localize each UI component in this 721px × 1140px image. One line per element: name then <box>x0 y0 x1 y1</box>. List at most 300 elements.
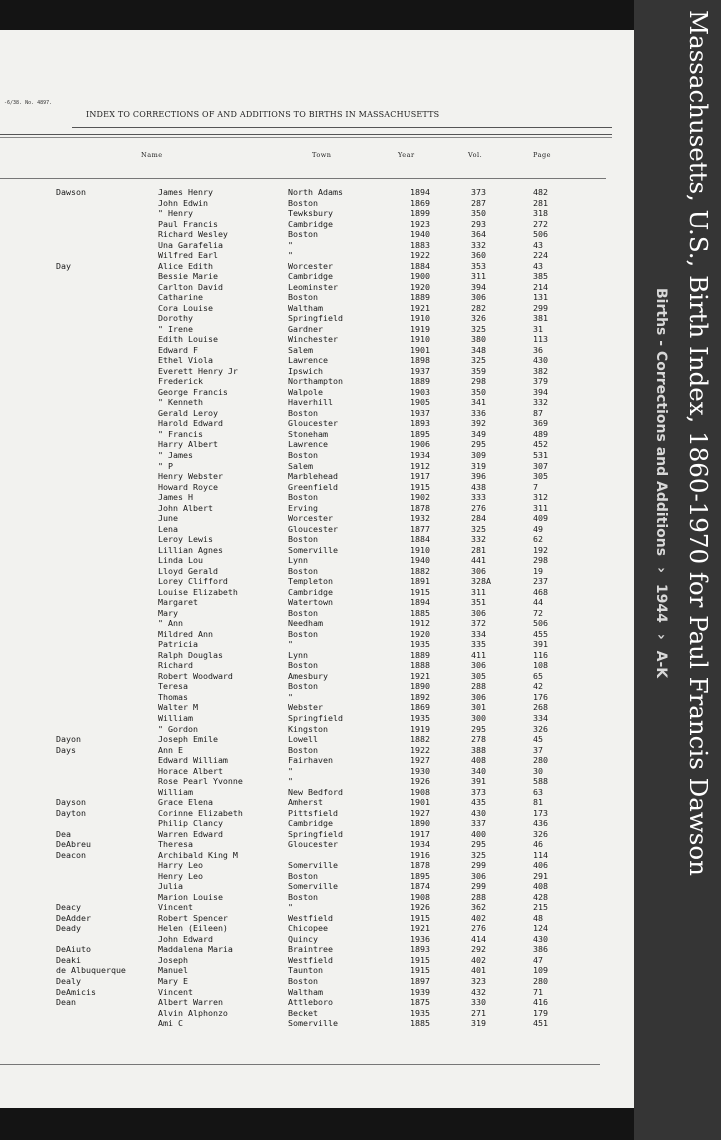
breadcrumb-separator: › <box>653 633 669 640</box>
volume: 271 <box>471 1007 486 1018</box>
year: 1936 <box>410 933 430 944</box>
index-row <box>0 997 634 1008</box>
given-name: Louise Elizabeth <box>158 586 238 597</box>
index-row <box>0 587 634 598</box>
page-number: 214 <box>533 281 548 292</box>
index-row <box>0 797 634 808</box>
breadcrumb-range[interactable]: A-K <box>653 650 669 679</box>
page-number: 298 <box>533 555 548 566</box>
volume: 282 <box>471 302 486 313</box>
town: Springfield <box>288 828 343 839</box>
year: 1915 <box>410 586 430 597</box>
town: Becket <box>288 1007 318 1018</box>
year: 1917 <box>410 828 430 839</box>
index-row <box>0 555 634 566</box>
town: Worcester <box>288 513 333 524</box>
page-number: 452 <box>533 439 548 450</box>
page-number: 31 <box>533 323 543 334</box>
volume: 336 <box>471 407 486 418</box>
year: 1908 <box>410 891 430 902</box>
year: 1912 <box>410 460 430 471</box>
town: Greenfield <box>288 481 338 492</box>
given-name: Thomas <box>158 691 188 702</box>
year: 1878 <box>410 502 430 513</box>
given-name: Dorothy <box>158 313 193 324</box>
index-row <box>0 282 634 293</box>
given-name: Vincent <box>158 986 193 997</box>
given-name: Lloyd Gerald <box>158 565 218 576</box>
year: 1891 <box>410 576 430 587</box>
index-row <box>0 650 634 661</box>
index-row <box>0 766 634 777</box>
given-name: Bessie Marie <box>158 271 218 282</box>
surname: Deaki <box>56 954 81 965</box>
volume: 350 <box>471 386 486 397</box>
page-number: 224 <box>533 250 548 261</box>
volume: 332 <box>471 239 486 250</box>
town: Gloucester <box>288 523 338 534</box>
year: 1878 <box>410 860 430 871</box>
town: " <box>288 902 293 913</box>
year: 1921 <box>410 302 430 313</box>
year: 1884 <box>410 534 430 545</box>
index-row <box>0 944 634 955</box>
index-row <box>0 818 634 829</box>
index-row <box>0 482 634 493</box>
page-number: 334 <box>533 713 548 723</box>
given-name: Ralph Douglas <box>158 649 223 660</box>
volume: 350 <box>471 208 486 219</box>
volume: 292 <box>471 944 486 955</box>
page-number: 409 <box>533 513 548 524</box>
page-number: 299 <box>533 302 548 313</box>
volume: 306 <box>471 870 486 881</box>
surname: Day <box>56 260 71 271</box>
given-name: Edward William <box>158 755 228 766</box>
index-row <box>0 187 634 198</box>
town: " <box>288 691 293 702</box>
page-number: 531 <box>533 450 548 460</box>
page-number: 272 <box>533 218 548 229</box>
given-name: Henry Leo <box>158 870 203 881</box>
given-name: Henry Webster <box>158 471 223 482</box>
volume: 396 <box>471 471 486 482</box>
year: 1939 <box>410 986 430 997</box>
year: 1910 <box>410 334 430 345</box>
breadcrumb-collection[interactable]: Births - Corrections and Additions <box>653 288 669 557</box>
index-row <box>0 965 634 976</box>
index-title: INDEX TO CORRECTIONS OF AND ADDITIONS TO BIRTHS IN MASSACHUSETTS <box>86 110 440 119</box>
given-name: " Henry <box>158 208 193 219</box>
index-row <box>0 629 634 640</box>
index-row <box>0 461 634 472</box>
index-row <box>0 471 634 482</box>
town: Templeton <box>288 576 333 587</box>
given-name: Mary <box>158 607 178 618</box>
page-number: 381 <box>533 313 548 324</box>
page-number: 71 <box>533 986 543 997</box>
volume: 306 <box>471 565 486 576</box>
page-number: 63 <box>533 786 543 797</box>
town: Waltham <box>288 986 323 997</box>
index-row <box>0 450 634 461</box>
volume: 400 <box>471 828 486 839</box>
header-top-rule <box>0 134 612 135</box>
year: 1915 <box>410 912 430 923</box>
index-row <box>0 524 634 535</box>
given-name: Mildred Ann <box>158 628 213 639</box>
index-row <box>0 271 634 282</box>
given-name: Mary E <box>158 976 188 986</box>
volume: 340 <box>471 765 486 776</box>
given-name: Joseph Emile <box>158 734 218 745</box>
index-row <box>0 492 634 503</box>
volume: 373 <box>471 187 486 197</box>
breadcrumb-separator: › <box>653 567 669 573</box>
town: Watertown <box>288 597 333 608</box>
year: 1890 <box>410 681 430 692</box>
volume: 438 <box>471 481 486 492</box>
year: 1888 <box>410 660 430 671</box>
town: Worcester <box>288 260 333 271</box>
year: 1892 <box>410 691 430 702</box>
volume: 360 <box>471 250 486 261</box>
given-name: Lorey Clifford <box>158 576 228 587</box>
year: 1895 <box>410 428 430 439</box>
year: 1940 <box>410 229 430 240</box>
index-row <box>0 292 634 303</box>
year: 1910 <box>410 313 430 324</box>
volume: 380 <box>471 334 486 345</box>
given-name: Theresa <box>158 839 193 850</box>
given-name: Gerald Leroy <box>158 407 218 418</box>
surname: Dawson <box>56 187 86 197</box>
town: Westfield <box>288 912 333 923</box>
year: 1915 <box>410 954 430 965</box>
page-number: 113 <box>533 334 548 345</box>
town: Gardner <box>288 323 323 334</box>
page-number: 382 <box>533 365 548 376</box>
index-row <box>0 345 634 356</box>
given-name: Wilfred Earl <box>158 250 218 261</box>
given-name: Joseph <box>158 954 188 965</box>
town: Gloucester <box>288 839 338 850</box>
given-name: Corinne Elizabeth <box>158 807 243 818</box>
town: " <box>288 239 293 250</box>
page-number: 506 <box>533 618 548 629</box>
given-name: Cora Louise <box>158 302 213 313</box>
town: Pittsfield <box>288 807 338 818</box>
given-name: William <box>158 713 193 723</box>
index-row <box>0 913 634 924</box>
town: Leominster <box>288 281 338 292</box>
given-name: Catharine <box>158 292 203 303</box>
given-name: Richard Wesley <box>158 229 228 240</box>
year: 1897 <box>410 976 430 986</box>
page-number: 506 <box>533 229 548 240</box>
page-number: 379 <box>533 376 548 387</box>
page-number: 281 <box>533 197 548 208</box>
page-number: 326 <box>533 723 548 734</box>
volume: 300 <box>471 713 486 723</box>
town: Boston <box>288 660 318 671</box>
year: 1912 <box>410 618 430 629</box>
index-row <box>0 608 634 619</box>
given-name: Ann E <box>158 744 183 755</box>
index-row <box>0 397 634 408</box>
given-name: Robert Spencer <box>158 912 228 923</box>
page-number: 291 <box>533 870 548 881</box>
volume: 402 <box>471 954 486 965</box>
year: 1934 <box>410 839 430 850</box>
page-number: 451 <box>533 1018 548 1029</box>
page-number: 62 <box>533 534 543 545</box>
year: 1903 <box>410 386 430 397</box>
town: Salem <box>288 460 313 471</box>
town: Boston <box>288 681 318 692</box>
town: Amesbury <box>288 670 328 681</box>
index-row <box>0 250 634 261</box>
year: 1894 <box>410 187 430 197</box>
page-number: 588 <box>533 776 548 787</box>
town: Boston <box>288 407 318 418</box>
volume: 311 <box>471 271 486 282</box>
town: Lynn <box>288 555 308 566</box>
volume: 325 <box>471 523 486 534</box>
index-row <box>0 208 634 219</box>
town: " <box>288 250 293 261</box>
volume: 391 <box>471 776 486 787</box>
index-row <box>0 850 634 861</box>
index-row <box>0 355 634 366</box>
index-row <box>0 671 634 682</box>
town: Somerville <box>288 860 338 871</box>
volume: 335 <box>471 639 486 650</box>
given-name: " Francis <box>158 428 203 439</box>
record-title: Massachusetts, U.S., Birth Index, 1860-1970 for Paul Francis Dawson <box>684 10 713 876</box>
index-row <box>0 597 634 608</box>
year: 1894 <box>410 597 430 608</box>
town: Boston <box>288 565 318 576</box>
page-number: 36 <box>533 344 543 355</box>
page-number: 48 <box>533 912 543 923</box>
year: 1889 <box>410 292 430 303</box>
page-number: 482 <box>533 187 548 197</box>
surname: DeAmicis <box>56 986 96 997</box>
index-row <box>0 871 634 882</box>
document-page <box>0 30 634 1108</box>
given-name: Lena <box>158 523 178 534</box>
index-row <box>0 808 634 819</box>
volume: 301 <box>471 702 486 713</box>
town: Fairhaven <box>288 755 333 766</box>
index-row <box>0 1018 634 1029</box>
town: Lynn <box>288 649 308 660</box>
volume: 306 <box>471 607 486 618</box>
town: Boston <box>288 534 318 545</box>
given-name: John Edwin <box>158 197 208 208</box>
page-number: 268 <box>533 702 548 713</box>
year: 1932 <box>410 513 430 524</box>
given-name: Walter M <box>158 702 198 713</box>
volume: 305 <box>471 670 486 681</box>
year: 1921 <box>410 670 430 681</box>
page-number: 37 <box>533 744 543 755</box>
year: 1901 <box>410 797 430 808</box>
year: 1917 <box>410 471 430 482</box>
year: 1893 <box>410 418 430 429</box>
breadcrumb-year[interactable]: 1944 <box>653 583 669 623</box>
year: 1937 <box>410 407 430 418</box>
town: Lawrence <box>288 355 328 366</box>
page-number: 489 <box>533 428 548 439</box>
index-row <box>0 734 634 745</box>
year: 1930 <box>410 765 430 776</box>
volume: 288 <box>471 891 486 902</box>
town: Webster <box>288 702 323 713</box>
surname: Dea <box>56 828 71 839</box>
page-number: 72 <box>533 607 543 618</box>
year: 1940 <box>410 555 430 566</box>
given-name: James H <box>158 492 193 503</box>
header-name: Name <box>141 151 163 159</box>
given-name: Julia <box>158 881 183 892</box>
year: 1919 <box>410 723 430 734</box>
volume: 330 <box>471 997 486 1008</box>
volume: 295 <box>471 839 486 850</box>
given-name: Carlton David <box>158 281 223 292</box>
page-number: 307 <box>533 460 548 471</box>
index-row <box>0 576 634 587</box>
town: Lowell <box>288 734 318 745</box>
town: Boston <box>288 607 318 618</box>
index-row <box>0 776 634 787</box>
town: Cambridge <box>288 271 333 282</box>
year: 1910 <box>410 544 430 555</box>
year: 1875 <box>410 997 430 1008</box>
header-top-rule-2 <box>0 137 612 138</box>
given-name: " James <box>158 450 193 460</box>
town: Erving <box>288 502 318 513</box>
town: Springfield <box>288 713 343 723</box>
volume: 392 <box>471 418 486 429</box>
index-row <box>0 902 634 913</box>
given-name: William <box>158 786 193 797</box>
surname: Dealy <box>56 976 81 986</box>
page-number: 109 <box>533 965 548 976</box>
index-row <box>0 618 634 629</box>
page-number: 311 <box>533 502 548 513</box>
volume: 362 <box>471 902 486 913</box>
header-year: Year <box>398 151 415 159</box>
town: " <box>288 639 293 650</box>
volume: 284 <box>471 513 486 524</box>
index-row <box>0 639 634 650</box>
volume: 411 <box>471 649 486 660</box>
town: Boston <box>288 292 318 303</box>
index-row <box>0 429 634 440</box>
volume: 402 <box>471 912 486 923</box>
year: 1915 <box>410 481 430 492</box>
index-row <box>0 660 634 671</box>
year: 1882 <box>410 734 430 745</box>
year: 1889 <box>410 649 430 660</box>
town: Somerville <box>288 544 338 555</box>
page-number: 46 <box>533 839 543 850</box>
index-row <box>0 702 634 713</box>
given-name: Albert Warren <box>158 997 223 1008</box>
given-name: Warren Edward <box>158 828 223 839</box>
town: Taunton <box>288 965 323 976</box>
year: 1885 <box>410 607 430 618</box>
given-name: Teresa <box>158 681 188 692</box>
page-number: 318 <box>533 208 548 219</box>
town: Cambridge <box>288 818 333 829</box>
page-number: 430 <box>533 355 548 366</box>
year: 1898 <box>410 355 430 366</box>
volume: 341 <box>471 397 486 408</box>
page-number: 428 <box>533 891 548 902</box>
town: Amherst <box>288 797 323 808</box>
volume: 414 <box>471 933 486 944</box>
index-row <box>0 219 634 230</box>
town: Braintree <box>288 944 333 955</box>
volume: 287 <box>471 197 486 208</box>
town: Northampton <box>288 376 343 387</box>
volume: 323 <box>471 976 486 986</box>
index-row <box>0 681 634 692</box>
given-name: Harold Edward <box>158 418 223 429</box>
volume: 298 <box>471 376 486 387</box>
index-row <box>0 334 634 345</box>
index-row <box>0 724 634 735</box>
town: " <box>288 765 293 776</box>
scan-bottom-margin <box>0 1108 634 1140</box>
given-name: Helen (Eileen) <box>158 923 228 934</box>
index-row <box>0 934 634 945</box>
index-row <box>0 955 634 966</box>
volume: 278 <box>471 734 486 745</box>
header-page: Page <box>533 151 551 159</box>
given-name: Patricia <box>158 639 198 650</box>
index-row <box>0 408 634 419</box>
year: 1926 <box>410 902 430 913</box>
index-row <box>0 240 634 251</box>
page-number: 173 <box>533 807 548 818</box>
volume: 332 <box>471 534 486 545</box>
given-name: James Henry <box>158 187 213 197</box>
town: Haverhill <box>288 397 333 408</box>
index-row <box>0 892 634 903</box>
town: Cambridge <box>288 586 333 597</box>
given-name: Rose Pearl Yvonne <box>158 776 243 787</box>
surname: de Albuquerque <box>56 965 126 976</box>
given-name: Archibald King M <box>158 849 238 860</box>
given-name: Una Garafelia <box>158 239 223 250</box>
year: 1900 <box>410 271 430 282</box>
page-number: 436 <box>533 818 548 829</box>
given-name: George Francis <box>158 386 228 397</box>
breadcrumb <box>653 288 669 689</box>
year: 1922 <box>410 250 430 261</box>
given-name: John Albert <box>158 502 213 513</box>
volume: 328A <box>471 576 491 587</box>
year: 1877 <box>410 523 430 534</box>
page-number: 192 <box>533 544 548 555</box>
volume: 288 <box>471 681 486 692</box>
page-number: 385 <box>533 271 548 282</box>
year: 1920 <box>410 628 430 639</box>
